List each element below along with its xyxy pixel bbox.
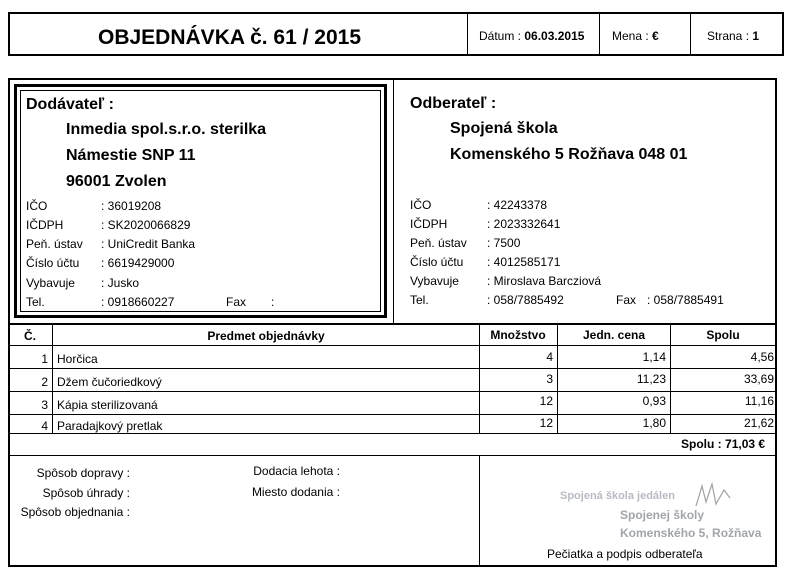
delivery-time-label: Dodacia lehota : xyxy=(253,464,340,478)
payment-label: Spôsob úhrady : xyxy=(42,486,130,500)
customer-address: Komenského 5 Rožňava 048 01 xyxy=(450,146,688,163)
supplier-tel-value: : 0918660227 xyxy=(101,295,175,309)
page-label: Strana : xyxy=(707,29,750,43)
customer-name: Spojená škola xyxy=(450,120,558,137)
table-header-unit: Jedn. cena xyxy=(582,328,646,342)
footer-top-rule xyxy=(8,455,777,456)
transport-label: Spôsob dopravy : xyxy=(36,466,130,480)
stamp-line-1: Spojená škola jedálen xyxy=(560,490,675,502)
customer-heading: Odberateľ : xyxy=(410,95,497,112)
customer-icdph-label: IČDPH xyxy=(410,217,448,231)
customer-fax-value: : 058/7885491 xyxy=(647,293,724,307)
supplier-street: Námestie SNP 11 xyxy=(66,147,196,164)
row-unit: 0,93 xyxy=(642,394,666,408)
supplier-fax-value: : xyxy=(271,295,275,309)
supplier-city: 96001 Zvolen xyxy=(66,173,167,190)
sum-label: Spolu : xyxy=(681,437,722,451)
currency-label: Mena : xyxy=(612,29,649,43)
stamp-line-3: Komenského 5, Rožňava xyxy=(620,526,762,540)
page-value: 1 xyxy=(752,29,760,43)
supplier-account-label: Číslo účtu xyxy=(26,256,80,270)
row-qty: 12 xyxy=(539,394,553,408)
row-total: 4,56 xyxy=(750,350,774,364)
row-item: Kápia sterilizovaná xyxy=(57,398,158,412)
date-field xyxy=(479,29,584,43)
row-total: 33,69 xyxy=(743,372,774,386)
sum-field xyxy=(681,437,765,451)
customer-account-value: : 4012585171 xyxy=(487,255,561,269)
row-qty: 12 xyxy=(539,416,553,430)
row-no: 2 xyxy=(41,375,48,389)
order-title: OBJEDNÁVKA č. 61 / 2015 xyxy=(98,26,362,49)
delivery-place-label: Miesto dodania : xyxy=(251,485,340,499)
stamp-line-2: Spojenej školy xyxy=(620,508,705,522)
row-item: Džem čučoriedkový xyxy=(57,375,162,389)
table-header-no: Č. xyxy=(24,329,36,343)
footer-divider xyxy=(479,456,480,566)
row-unit: 1,14 xyxy=(642,350,666,364)
page-field xyxy=(707,29,759,43)
row-no: 3 xyxy=(41,398,48,412)
signature-caption: Pečiatka a podpis odberateľa xyxy=(547,547,703,561)
supplier-account-value: : 6619429000 xyxy=(101,256,175,270)
supplier-contact-value: : Jusko xyxy=(101,276,140,290)
table-header-total: Spolu xyxy=(706,328,740,342)
customer-ico-value: : 42243378 xyxy=(487,198,548,212)
supplier-fax-label: Fax xyxy=(226,295,247,309)
sum-value: 71,03 € xyxy=(725,437,766,451)
customer-account-label: Číslo účtu xyxy=(410,255,464,269)
row-unit: 11,23 xyxy=(636,372,666,386)
supplier-contact-label: Vybavuje xyxy=(26,276,75,290)
currency-value: € xyxy=(652,29,659,43)
supplier-bank-label: Peň. ústav xyxy=(26,237,83,251)
row-item: Horčica xyxy=(57,352,98,366)
customer-ico-label: IČO xyxy=(410,198,432,212)
signature-scribble xyxy=(694,480,734,510)
row-rule xyxy=(8,433,777,434)
row-total: 21,62 xyxy=(743,416,774,430)
customer-tel-value: : 058/7885492 xyxy=(487,293,564,307)
date-label: Dátum : xyxy=(479,29,522,43)
customer-icdph-value: : 2023332641 xyxy=(487,217,561,231)
supplier-tel-label: Tel. xyxy=(26,295,45,309)
row-qty: 4 xyxy=(546,350,553,364)
supplier-heading: Dodávateľ : xyxy=(26,96,114,113)
supplier-bank-value: : UniCredit Banka xyxy=(101,237,196,251)
row-total: 11,16 xyxy=(744,394,774,408)
row-item: Paradajkový pretlak xyxy=(57,419,163,433)
supplier-ico-value: : 36019208 xyxy=(101,199,162,213)
customer-bank-label: Peň. ústav xyxy=(410,236,467,250)
table-top-rule xyxy=(8,323,777,325)
row-no: 4 xyxy=(41,419,48,433)
row-rule xyxy=(8,414,777,415)
row-rule xyxy=(8,368,777,369)
order-method-label: Spôsob objednania : xyxy=(20,505,130,519)
supplier-icdph-label: IČDPH xyxy=(26,218,64,232)
table-header-item: Predmet objednávky xyxy=(207,329,325,343)
row-qty: 3 xyxy=(546,372,553,386)
supplier-icdph-value: : SK2020066829 xyxy=(101,218,191,232)
header-divider xyxy=(599,14,600,54)
customer-tel-label: Tel. xyxy=(410,293,429,307)
customer-contact-label: Vybavuje xyxy=(410,274,459,288)
header-divider xyxy=(467,14,468,54)
customer-fax-label: Fax xyxy=(616,293,637,307)
customer-contact-value: : Miroslava Barcziová xyxy=(487,274,602,288)
date-value: 06.03.2015 xyxy=(524,29,585,43)
stamp xyxy=(520,470,760,540)
supplier-name: Inmedia spol.s.r.o. sterilka xyxy=(66,121,267,138)
row-unit: 1,80 xyxy=(642,416,666,430)
supplier-ico-label: IČO xyxy=(26,199,48,213)
table-header-rule xyxy=(8,345,777,346)
currency-field xyxy=(612,29,659,43)
row-rule xyxy=(8,391,777,392)
table-header-qty: Množstvo xyxy=(490,328,546,342)
party-divider xyxy=(393,80,394,323)
header-divider xyxy=(690,14,691,54)
customer-bank-value: : 7500 xyxy=(487,236,521,250)
row-no: 1 xyxy=(41,352,48,366)
